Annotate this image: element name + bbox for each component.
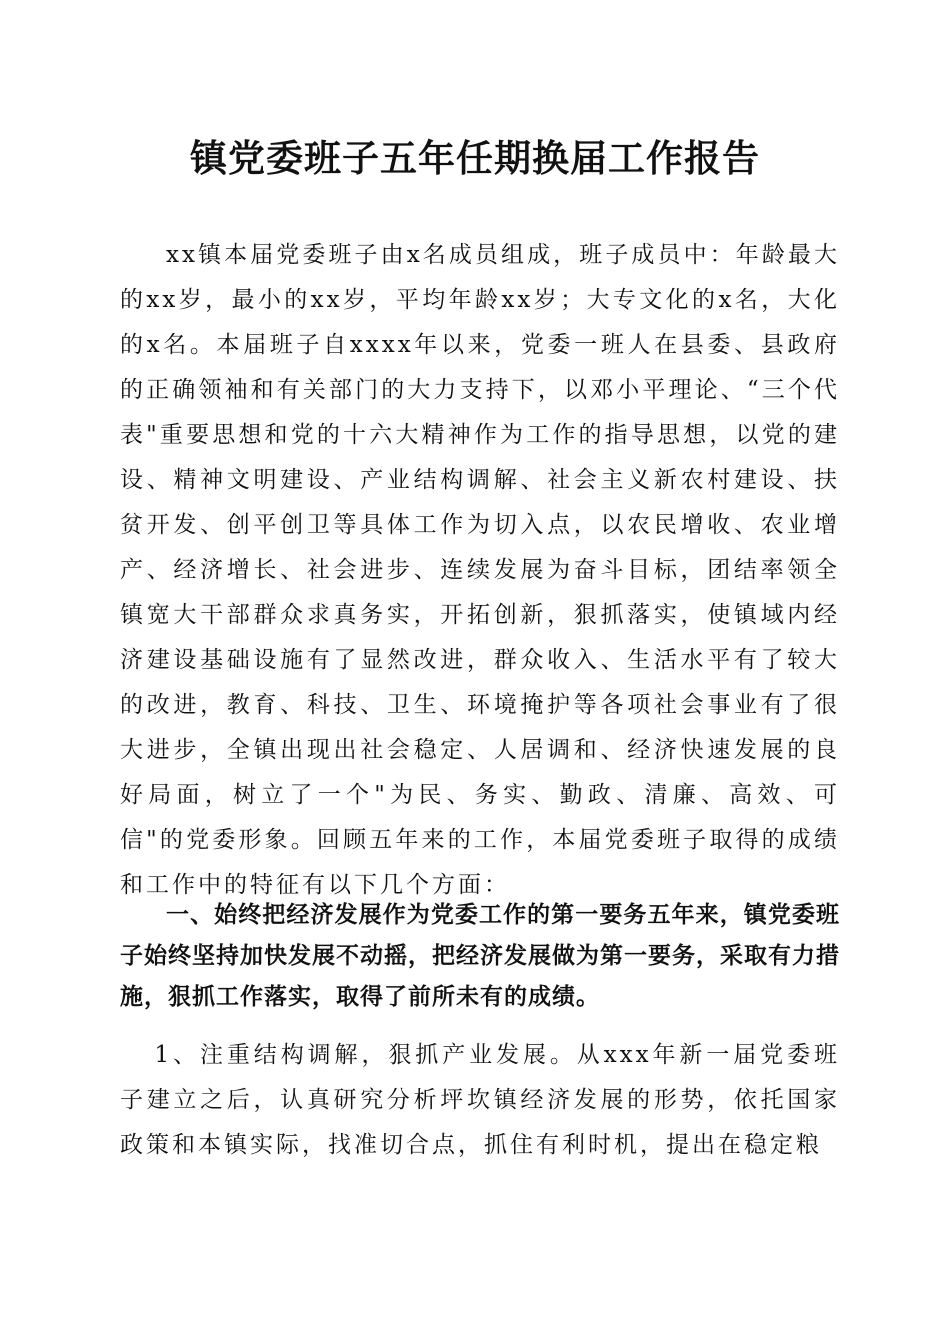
intro-paragraph: xx镇本届党委班子由x名成员组成，班子成员中：年龄最大的xx岁，最小的xx岁，平均年龄xx岁；大专文化的x名，大化的x名。本届班子自xxxx年以来，党委一班人在县委、县政府的正确领袖和有关部门的大力支持下，以邓小平理论、“三个代表"重要思想和党的十六大精神作为工作的指导思想，以党的建设、精神文明建设、产业结构调解、社会主义新农村建设、扶贫开发、创平创卫等具体工作为切入点，以农民增收、农业增产、经济增长、社会进步、连续发展为奋斗目标，团结率领全镇宽大干部群众求真务实，开拓创新，狠抓落实，使镇域内经济建设基础设施有了显然改进，群众收入、生活水平有了较大的改进，教育、科技、卫生、环境掩护等各项社会事业有了很大进步，全镇出现出社会稳定、人居调和、经济快速发展的良好局面，树立了一个"为民、务实、勤政、清廉、高效、可信"的党委形象。回顾五年来的工作，本届党委班子取得的成绩和工作中的特征有以下几个方面：	[120, 242, 840, 898]
intro-section	[120, 233, 840, 908]
section-one	[120, 895, 840, 1018]
subsection-one-paragraph: 1、注重结构调解，狠抓产业发展。从xxx年新一届党委班子建立之后，认真研究分析坪坎镇经济发展的形势，依托国家政策和本镇实际，找准切合点，抓住有利时机，提出在稳定粮	[120, 1042, 840, 1158]
section-one-heading: 一、始终把经济发展作为党委工作的第一要务五年来，镇党委班子始终坚持加快发展不动摇，把经济发展做为第一要务，采取有力措施，狠抓工作落实，取得了前所未有的成绩。	[120, 902, 840, 1010]
document-title: 镇党委班子五年任期换届工作报告	[190, 136, 760, 180]
subsection-one	[120, 1033, 840, 1168]
